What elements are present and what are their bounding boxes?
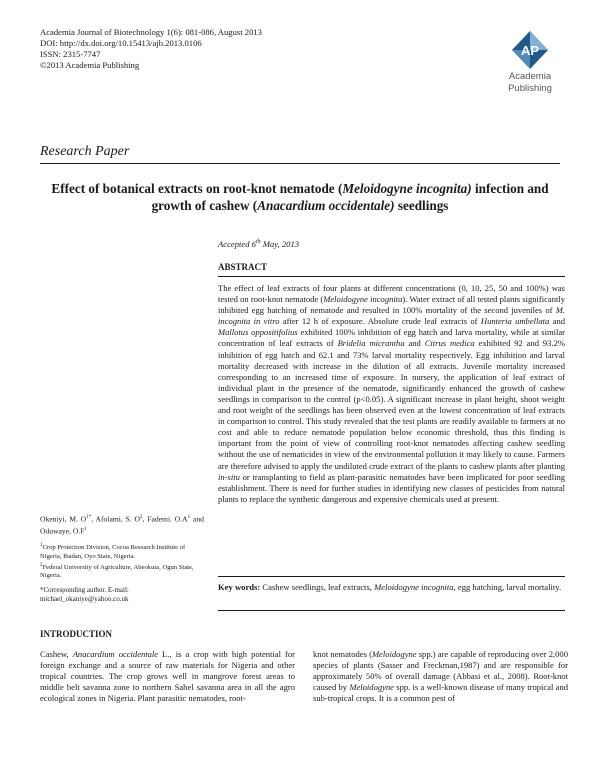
- abstract-italic-4: Mallotus oppositifolius: [218, 327, 298, 338]
- accepted-sup: th: [255, 239, 261, 246]
- title-part-2: infection and growth of cashew (: [151, 181, 549, 213]
- affiliation-1-num: 1: [40, 543, 43, 548]
- intro-right-seg-1: knot nematodes (: [313, 649, 372, 659]
- logo-letters: AP: [520, 43, 540, 58]
- author-2-sup: 2: [140, 515, 143, 520]
- logo-name-line1: Academia: [508, 71, 552, 82]
- introduction-heading: INTRODUCTION: [40, 629, 113, 639]
- doi-line: DOI: http://dx.doi.org/10.15413/ajb.2013.0106: [40, 38, 202, 48]
- abstract-italic-5: Bridelia micrantha: [337, 338, 405, 349]
- intro-right-italic-1: Meloidogyne: [371, 649, 417, 659]
- title-part-3: seedlings: [394, 198, 449, 213]
- keywords-seg-1: Cashew seedlings, leaf extracts,: [260, 582, 375, 592]
- intro-left-italic-1: Anacardium occidentale: [72, 649, 159, 659]
- keywords-italic-1: Meloidogyne incognita: [374, 582, 454, 592]
- intro-left-seg-1: Cashew,: [40, 649, 73, 659]
- keywords-bottom-divider: [218, 610, 565, 611]
- corresponding-author: [40, 586, 204, 604]
- header-divider: [40, 163, 560, 164]
- author-4: and Oduwaye, O.F: [40, 514, 204, 536]
- author-4-sup: 1: [84, 526, 88, 532]
- title-species-2: Anacardium occidentale): [257, 198, 395, 213]
- intro-left-seg-2: L., is a crop with high potential for foreign exchange and a source of raw materials for Nigeria and other tropical countries. The crop grows well in mangrove forest areas to middle belt savanna zone to northern Sahel savanna area in all the agro ecological zones in Nigeria. Plant parasitic nematodes, root-: [40, 649, 295, 704]
- author-2: , Afolami, S. O: [91, 514, 141, 524]
- affiliations: [40, 542, 204, 581]
- affiliation-1-text: Crop Protection Division, Cocoa Research Institute of Nigeria, Ibadan, Oyo State, Nigeria.: [40, 544, 186, 560]
- author-3: , Fademi. O.A: [142, 514, 188, 524]
- author-3-sup: 1: [187, 515, 191, 520]
- abstract-seg-2: ). Water extract of all tested plants significantly inhibited egg hatching of nematode and resulted in 100% mortality of the second juveniles of: [218, 294, 565, 316]
- abstract-italic-7: in-situ: [218, 471, 240, 482]
- affiliation-1: [40, 542, 204, 562]
- abstract-italic-1: Meloidogyne incognita: [323, 294, 403, 305]
- affiliation-2-num: 2: [40, 562, 43, 568]
- intro-column-left: [40, 649, 295, 704]
- abstract-seg-8: or transplanting to field as plant-parasitic nematodes have been implicated for poor seedling establishment. There is need for further studies in identifying new classes of pesticides from natural plants to replace the synthetic dangerous and expensive chemicals used at present.: [218, 471, 565, 504]
- logo-name-line2: Publishing: [508, 83, 552, 94]
- title-species-1: Meloidogyne incognita): [342, 181, 472, 196]
- copyright-line: ©2013 Academia Publishing: [40, 60, 140, 70]
- author-list: [40, 513, 204, 536]
- author-1-sup: 1*: [86, 515, 92, 520]
- author-1: Okeniyi, M. O: [40, 514, 87, 524]
- keywords-top-divider: [218, 576, 565, 577]
- abstract-seg-6: and: [404, 338, 425, 349]
- abstract-seg-7: exhibited 92 and 93.2% inhibition of egg hatch and 62.1 and 73% larval mortality respectively. Egg inhibition and larval mortality decreased with increase in the dilution of all extracts. Juvenile mortality increased corresponding to an increased time of exposure. In nursery, the application of leaf extract of individual plant in the presence of the nematode, significantly enhanced the growth of cashew seedlings in comparison to the control (p<0.05). A significant increase in plant height, shoot weight and root weight of the seedlings has been observed even at the lowest concentration of leaf extracts in comparison to control. This study revealed that the test plants are readily available to farmers at no cost and able to reduce nematode population below economic threshold, thus this finding is important from the point of view of controlling root-knot nematodes affecting cashew seedling without the use of nematicides in view of the environmental pollution it may likely to cause. Farmers are therefore advised to apply the undiluted crude extract of the plants to cashew plants after planting: [218, 338, 565, 471]
- paper-title: [40, 180, 560, 214]
- abstract-italic-6: Citrus medica: [424, 338, 475, 349]
- journal-citation: [40, 27, 262, 71]
- abstract-seg-4: and: [549, 316, 565, 327]
- accepted-date: [218, 239, 299, 249]
- abstract-italic-2: M. incognita in vitro: [218, 305, 565, 327]
- abstract-divider: [218, 276, 565, 277]
- accepted-prefix: Accepted 6: [218, 239, 256, 249]
- intro-column-right: [313, 649, 568, 704]
- corresponding-label: *Corresponding author. E-mail:: [40, 586, 129, 594]
- abstract-text: [218, 283, 565, 505]
- abstract-italic-3: Hunteria umbellata: [480, 316, 550, 327]
- affiliation-2: [40, 562, 204, 582]
- abstract-seg-3: after 12 h of exposure. Absolute crude leaf extracts of: [279, 316, 481, 327]
- intro-right-seg-2: spp.) are capable of reproducing over 2,000 species of plants (Sasser and Freckman,1987) and are responsible for approximately 50% of overall damage (Abbasi et al., 2008). Root-knot caused by: [313, 649, 568, 693]
- issn-line: ISSN: 2315-7747: [40, 49, 101, 59]
- abstract-heading: ABSTRACT: [218, 262, 268, 272]
- keywords-label: Key words:: [218, 582, 261, 592]
- intro-right-seg-3: spp. is a well-known disease of many tropical and sub-tropical crops. It is a common pest of: [313, 682, 569, 704]
- journal-volume-line: Academia Journal of Biotechnology 1(6): 081-086, August 2013: [40, 27, 262, 37]
- abstract-seg-5: exhibited 100% inhibition of egg hatch and larva mortality, while at similar concentration of leaf extracts of: [218, 327, 565, 349]
- article-type-label: Research Paper: [40, 144, 130, 159]
- corresponding-email: michael_okaniye@yahoo.co.uk: [40, 595, 129, 604]
- publisher-logo-icon: [510, 30, 550, 70]
- accepted-suffix: May, 2013: [260, 239, 300, 249]
- keywords-seg-2: , egg hatching, larval mortality.: [453, 582, 562, 592]
- affiliation-2-text: Federal University of Agriculture, Abeokuta, Ogun State, Nigeria.: [40, 563, 194, 580]
- intro-right-italic-2: Meloidogyne: [349, 682, 394, 693]
- publisher-logo: [490, 30, 570, 100]
- title-part-1: Effect of botanical extracts on root-knot nematode (: [51, 181, 343, 196]
- abstract-seg-1: The effect of leaf extracts of four plants at different concentrations (0, 10, 25, 50 and 100%) was tested on root-knot nematode (: [218, 283, 565, 305]
- keywords: [218, 582, 565, 593]
